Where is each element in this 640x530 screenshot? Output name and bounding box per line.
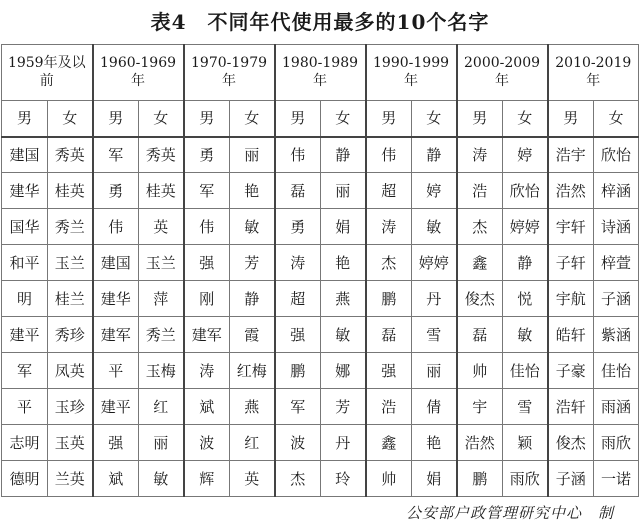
female-name-cell: 丽 [139,425,184,461]
female-name-cell: 燕 [230,389,275,425]
male-name-cell: 涛 [275,245,321,281]
female-name-cell: 静 [230,281,275,317]
male-name-cell: 德明 [2,461,48,497]
era-header: 1990-1999年 [366,45,457,101]
female-name-cell: 静 [321,137,366,173]
female-name-cell: 娟 [412,461,457,497]
male-name-cell: 超 [275,281,321,317]
female-name-cell: 秀珍 [48,317,93,353]
male-header: 男 [2,101,48,137]
male-name-cell: 浩然 [548,173,594,209]
female-name-cell: 红 [139,389,184,425]
female-name-cell: 秀英 [48,137,93,173]
female-name-cell: 雪 [503,389,548,425]
male-name-cell: 杰 [457,209,503,245]
female-name-cell: 紫涵 [594,317,639,353]
male-name-cell: 浩 [457,173,503,209]
female-name-cell: 芳 [230,245,275,281]
male-name-cell: 明 [2,281,48,317]
female-name-cell: 一诺 [594,461,639,497]
male-name-cell: 子涵 [548,461,594,497]
female-name-cell: 敏 [230,209,275,245]
female-name-cell: 丹 [321,425,366,461]
male-name-cell: 勇 [184,137,230,173]
female-name-cell: 欣怡 [594,137,639,173]
male-name-cell: 鑫 [457,245,503,281]
female-name-cell: 婷婷 [503,209,548,245]
male-name-cell: 军 [184,173,230,209]
female-name-cell: 丹 [412,281,457,317]
era-header: 1980-1989年 [275,45,366,101]
male-name-cell: 子轩 [548,245,594,281]
male-name-cell: 杰 [366,245,412,281]
female-name-cell: 静 [503,245,548,281]
female-name-cell: 丽 [230,137,275,173]
female-name-cell: 玉梅 [139,353,184,389]
female-name-cell: 佳怡 [594,353,639,389]
male-name-cell: 辉 [184,461,230,497]
male-name-cell: 建平 [2,317,48,353]
male-name-cell: 涛 [366,209,412,245]
male-name-cell: 磊 [275,173,321,209]
male-name-cell: 军 [275,389,321,425]
male-name-cell: 帅 [457,353,503,389]
male-name-cell: 建华 [2,173,48,209]
female-header: 女 [230,101,275,137]
male-name-cell: 子豪 [548,353,594,389]
male-name-cell: 平 [93,353,139,389]
table-row [2,137,639,173]
male-name-cell: 平 [2,389,48,425]
male-name-cell: 志明 [2,425,48,461]
male-name-cell: 超 [366,173,412,209]
female-name-cell: 玉兰 [139,245,184,281]
female-name-cell: 玉兰 [48,245,93,281]
male-name-cell: 强 [275,317,321,353]
female-name-cell: 娜 [321,353,366,389]
female-name-cell: 桂英 [48,173,93,209]
female-header: 女 [139,101,184,137]
female-name-cell: 秀兰 [48,209,93,245]
male-name-cell: 磊 [457,317,503,353]
male-name-cell: 俊杰 [548,425,594,461]
male-name-cell: 帅 [366,461,412,497]
female-name-cell: 兰英 [48,461,93,497]
female-name-cell: 萍 [139,281,184,317]
female-name-cell: 丽 [412,353,457,389]
female-name-cell: 婷 [412,173,457,209]
male-name-cell: 强 [184,245,230,281]
male-name-cell: 涛 [457,137,503,173]
female-name-cell: 玲 [321,461,366,497]
source-credit: 公安部户政管理研究中心 制 [405,504,614,522]
female-name-cell: 红 [230,425,275,461]
female-name-cell: 婷婷 [412,245,457,281]
male-name-cell: 宇轩 [548,209,594,245]
male-header: 男 [93,101,139,137]
male-name-cell: 杰 [275,461,321,497]
names-table [1,44,639,497]
male-name-cell: 伟 [275,137,321,173]
female-name-cell: 梓萱 [594,245,639,281]
male-name-cell: 鑫 [366,425,412,461]
female-name-cell: 梓涵 [594,173,639,209]
female-name-cell: 敏 [503,317,548,353]
female-name-cell: 桂英 [139,173,184,209]
female-name-cell: 雨欣 [503,461,548,497]
female-name-cell: 佳怡 [503,353,548,389]
female-header: 女 [321,101,366,137]
female-name-cell: 雨涵 [594,389,639,425]
male-name-cell: 伟 [93,209,139,245]
table-row [2,425,639,461]
era-header: 1970-1979年 [184,45,275,101]
female-name-cell: 静 [412,137,457,173]
male-name-cell: 波 [184,425,230,461]
male-name-cell: 鹏 [366,281,412,317]
era-header: 1960-1969年 [93,45,184,101]
male-name-cell: 和平 [2,245,48,281]
male-name-cell: 鹏 [275,353,321,389]
female-header: 女 [503,101,548,137]
female-name-cell: 秀兰 [139,317,184,353]
female-name-cell: 霞 [230,317,275,353]
table-row [2,245,639,281]
female-name-cell: 欣怡 [503,173,548,209]
male-name-cell: 建国 [93,245,139,281]
male-name-cell: 勇 [93,173,139,209]
female-name-cell: 桂兰 [48,281,93,317]
male-name-cell: 皓轩 [548,317,594,353]
era-header: 2010-2019年 [548,45,639,101]
female-name-cell: 芳 [321,389,366,425]
male-name-cell: 建国 [2,137,48,173]
female-name-cell: 红梅 [230,353,275,389]
male-name-cell: 浩然 [457,425,503,461]
male-name-cell: 伟 [366,137,412,173]
female-name-cell: 雨欣 [594,425,639,461]
female-name-cell: 丽 [321,173,366,209]
female-name-cell: 子涵 [594,281,639,317]
male-name-cell: 浩轩 [548,389,594,425]
table-row [2,209,639,245]
male-name-cell: 鹏 [457,461,503,497]
male-name-cell: 刚 [184,281,230,317]
female-header: 女 [412,101,457,137]
male-name-cell: 波 [275,425,321,461]
female-name-cell: 玉珍 [48,389,93,425]
female-name-cell: 英 [139,209,184,245]
male-header: 男 [548,101,594,137]
female-name-cell: 英 [230,461,275,497]
era-header: 1959年及以前 [2,45,93,101]
male-name-cell: 磊 [366,317,412,353]
male-name-cell: 强 [366,353,412,389]
male-name-cell: 宇航 [548,281,594,317]
female-name-cell: 艳 [412,425,457,461]
male-name-cell: 勇 [275,209,321,245]
table-row [2,281,639,317]
male-name-cell: 俊杰 [457,281,503,317]
female-name-cell: 诗涵 [594,209,639,245]
female-name-cell: 敏 [139,461,184,497]
table-title: 表4 不同年代使用最多的10个名字 [150,10,490,34]
male-header: 男 [184,101,230,137]
male-header: 男 [457,101,503,137]
gender-header-row [2,101,639,137]
male-name-cell: 建华 [93,281,139,317]
male-name-cell: 斌 [184,389,230,425]
female-name-cell: 敏 [412,209,457,245]
female-header: 女 [48,101,93,137]
table-row [2,173,639,209]
female-name-cell: 娟 [321,209,366,245]
female-name-cell: 婷 [503,137,548,173]
female-name-cell: 凤英 [48,353,93,389]
female-name-cell: 雪 [412,317,457,353]
male-name-cell: 建平 [93,389,139,425]
female-name-cell: 玉英 [48,425,93,461]
male-name-cell: 伟 [184,209,230,245]
male-name-cell: 斌 [93,461,139,497]
female-name-cell: 颖 [503,425,548,461]
male-name-cell: 浩 [366,389,412,425]
female-name-cell: 倩 [412,389,457,425]
female-name-cell: 艳 [321,245,366,281]
table-row [2,461,639,497]
era-header: 2000-2009年 [457,45,548,101]
female-name-cell: 秀英 [139,137,184,173]
male-name-cell: 建军 [93,317,139,353]
male-name-cell: 军 [93,137,139,173]
table-row [2,389,639,425]
male-name-cell: 浩宇 [548,137,594,173]
female-name-cell: 燕 [321,281,366,317]
table-row [2,353,639,389]
male-name-cell: 宇 [457,389,503,425]
male-header: 男 [275,101,321,137]
female-name-cell: 艳 [230,173,275,209]
male-name-cell: 建军 [184,317,230,353]
male-name-cell: 国华 [2,209,48,245]
era-header-row [2,45,639,101]
male-name-cell: 涛 [184,353,230,389]
female-header: 女 [594,101,639,137]
table-row [2,317,639,353]
female-name-cell: 敏 [321,317,366,353]
male-name-cell: 强 [93,425,139,461]
female-name-cell: 悦 [503,281,548,317]
male-header: 男 [366,101,412,137]
male-name-cell: 军 [2,353,48,389]
